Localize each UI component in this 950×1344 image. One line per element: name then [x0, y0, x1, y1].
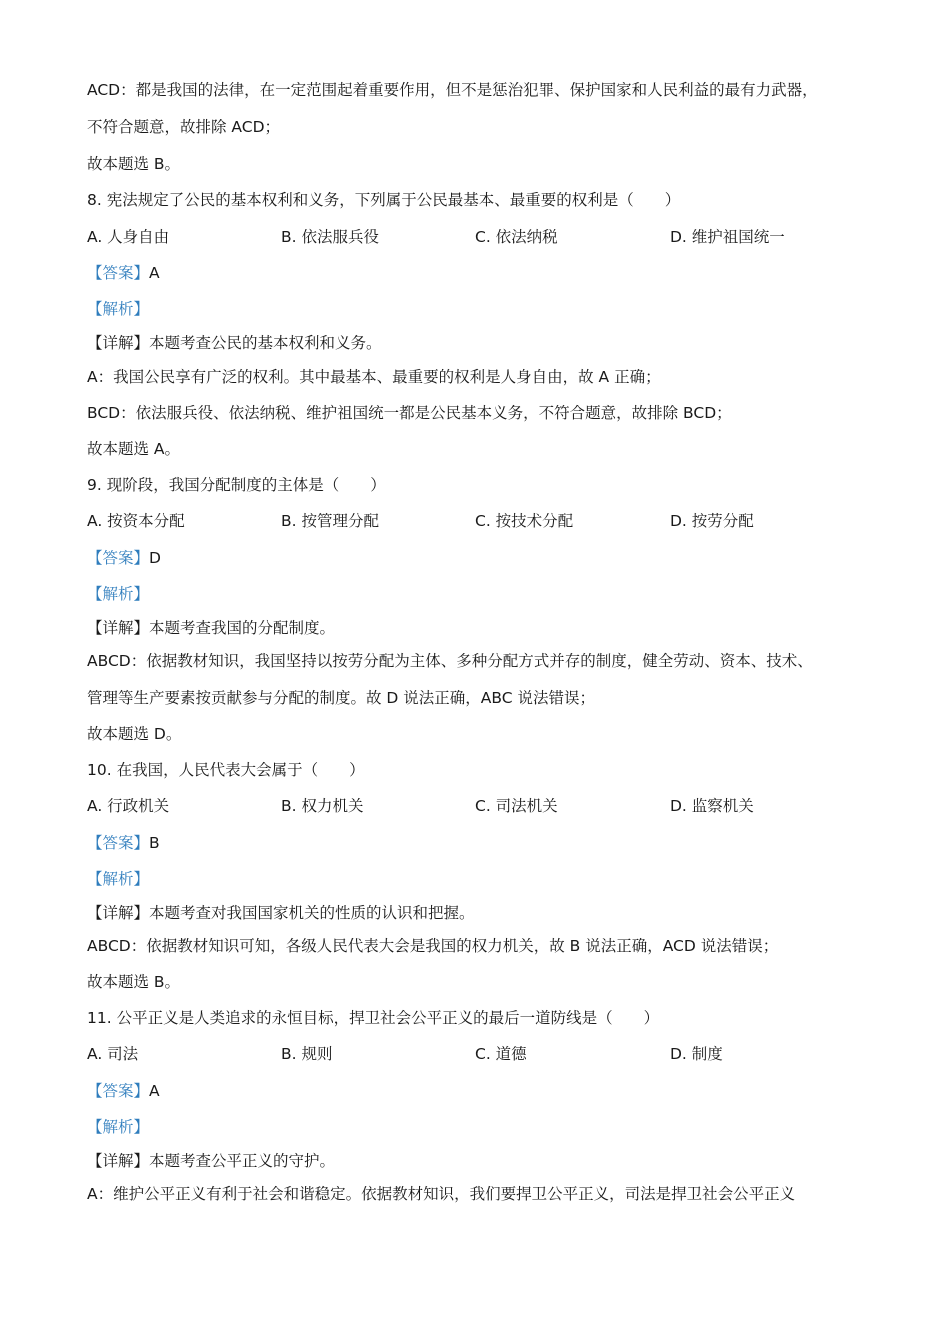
q9-answer-value: D	[149, 549, 161, 567]
q10-detail-text: 本题考查对我国国家机关的性质的认识和把握。	[149, 904, 475, 922]
q10-option-d: D. 监察机关	[670, 797, 754, 815]
prev-acd-line2: 不符合题意，故排除 ACD；	[87, 118, 281, 136]
q9-option-a: A. 按资本分配	[87, 512, 185, 530]
q9-option-d: D. 按劳分配	[670, 512, 754, 530]
q9-detail-text: 本题考查我国的分配制度。	[149, 619, 336, 637]
q9-line1: ABCD：依据教材知识，我国坚持以按劳分配为主体、多种分配方式并存的制度，健全劳动、资本、技术、	[87, 652, 813, 670]
q9-option-b: B. 按管理分配	[281, 512, 379, 530]
q8-answer-value: A	[149, 264, 160, 282]
answer-label: 【答案】	[87, 834, 150, 852]
q11-answer-value: A	[149, 1082, 160, 1100]
q10-conclusion: 故本题选 B。	[87, 973, 181, 991]
detail-label: 【详解】	[87, 1152, 150, 1170]
q8-detail-text: 本题考查公民的基本权利和义务。	[149, 334, 382, 352]
q8-line1: A：我国公民享有广泛的权利。其中最基本、最重要的权利是人身自由，故 A 正确；	[87, 368, 661, 386]
q8-answer	[87, 262, 160, 284]
q11-answer	[87, 1080, 160, 1102]
detail-label: 【详解】	[87, 619, 150, 637]
prev-acd-line1: ACD：都是我国的法律，在一定范围起着重要作用，但不是惩治犯罪、保护国家和人民利益的最有力武器，	[87, 81, 818, 99]
q10-answer	[87, 832, 160, 854]
answer-label: 【答案】	[87, 1082, 150, 1100]
q9-conclusion: 故本题选 D。	[87, 725, 182, 743]
q9-stem: 9. 现阶段，我国分配制度的主体是（ ）	[87, 476, 386, 494]
q8-option-a: A. 人身自由	[87, 228, 170, 246]
q10-option-c: C. 司法机关	[475, 797, 558, 815]
q11-option-a: A. 司法	[87, 1045, 139, 1063]
q9-option-c: C. 按技术分配	[475, 512, 574, 530]
q8-analysis-label: 【解析】	[87, 300, 150, 318]
q10-analysis-label: 【解析】	[87, 870, 150, 888]
prev-conclusion: 故本题选 B。	[87, 155, 181, 173]
q10-detail	[87, 902, 475, 924]
detail-label: 【详解】	[87, 904, 150, 922]
q11-analysis-label: 【解析】	[87, 1118, 150, 1136]
detail-label: 【详解】	[87, 334, 150, 352]
q9-options	[87, 510, 867, 532]
q11-options	[87, 1043, 867, 1065]
q8-detail	[87, 332, 382, 354]
q11-line1: A：维护公平正义有利于社会和谐稳定。依据教材知识，我们要捍卫公平正义，司法是捍卫社会公平正义	[87, 1185, 796, 1203]
q10-options	[87, 795, 867, 817]
q11-option-c: C. 道德	[475, 1045, 527, 1063]
q11-detail-text: 本题考查公平正义的守护。	[149, 1152, 336, 1170]
q11-option-b: B. 规则	[281, 1045, 333, 1063]
q10-answer-value: B	[149, 834, 160, 852]
q8-option-c: C. 依法纳税	[475, 228, 558, 246]
q10-option-b: B. 权力机关	[281, 797, 364, 815]
q9-answer	[87, 547, 161, 569]
q11-option-d: D. 制度	[670, 1045, 723, 1063]
q9-detail	[87, 617, 335, 639]
q8-line2: BCD：依法服兵役、依法纳税、维护祖国统一都是公民基本义务，不符合题意，故排除 BCD；	[87, 404, 732, 422]
q8-options	[87, 226, 867, 248]
answer-label: 【答案】	[87, 264, 150, 282]
q11-stem: 11. 公平正义是人类追求的永恒目标，捍卫社会公平正义的最后一道防线是（ ）	[87, 1009, 660, 1027]
q8-option-d: D. 维护祖国统一	[670, 228, 785, 246]
q8-option-b: B. 依法服兵役	[281, 228, 379, 246]
q10-option-a: A. 行政机关	[87, 797, 170, 815]
q11-detail	[87, 1150, 335, 1172]
q8-conclusion: 故本题选 A。	[87, 440, 181, 458]
q8-stem: 8. 宪法规定了公民的基本权利和义务，下列属于公民最基本、最重要的权利是（ ）	[87, 191, 681, 209]
q9-analysis-label: 【解析】	[87, 585, 150, 603]
answer-label: 【答案】	[87, 549, 150, 567]
q10-line1: ABCD：依据教材知识可知，各级人民代表大会是我国的权力机关，故 B 说法正确，ACD 说法错误；	[87, 937, 779, 955]
q9-line2: 管理等生产要素按贡献参与分配的制度。故 D 说法正确，ABC 说法错误；	[87, 689, 596, 707]
q10-stem: 10. 在我国，人民代表大会属于（ ）	[87, 761, 365, 779]
